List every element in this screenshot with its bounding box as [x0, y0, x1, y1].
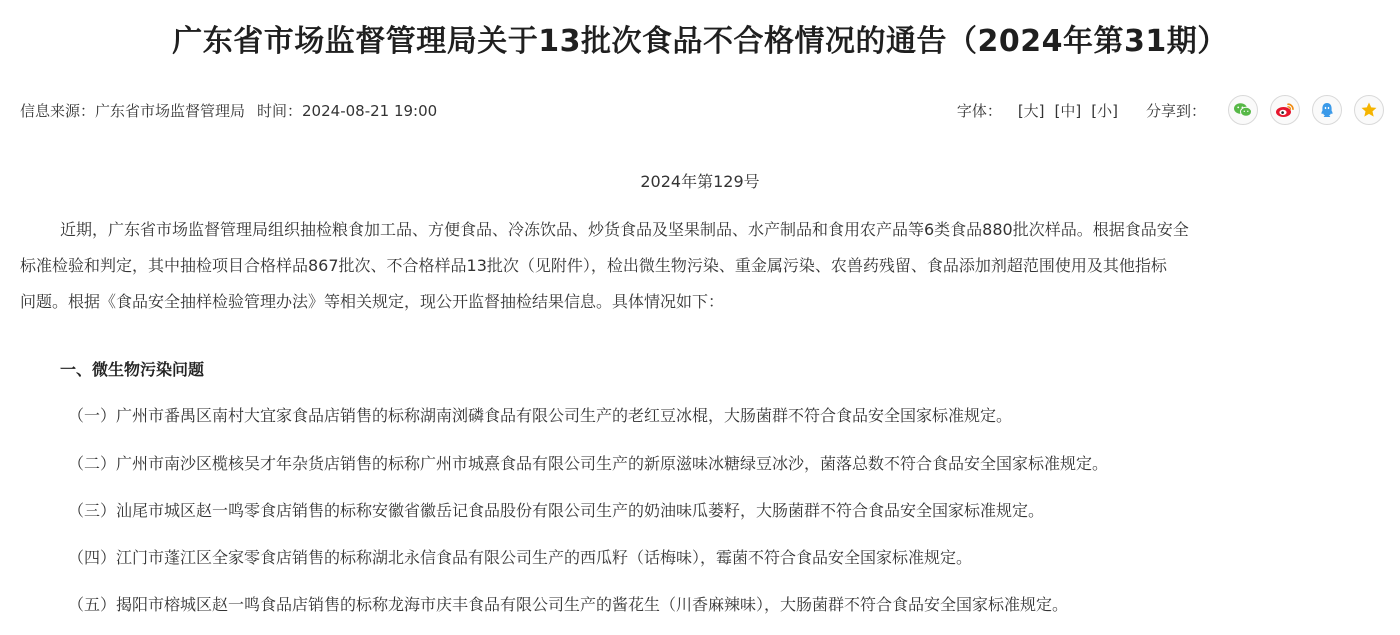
document-number: 2024年第129号 [640, 172, 760, 191]
share-weibo-button[interactable] [1270, 95, 1300, 125]
list-item: （四）江门市蓬江区全家零食店销售的标称湖北永信食品有限公司生产的西瓜籽（话梅味），霉菌不符合食品安全国家标准规定。 [68, 548, 973, 567]
intro-paragraph [20, 212, 1390, 320]
list-item: （五）揭阳市榕城区赵一鸣食品店销售的标称龙海市庆丰食品有限公司生产的酱花生（川香麻辣味），大肠菌群不符合食品安全国家标准规定。 [68, 595, 1069, 614]
intro-line: 问题。根据《食品安全抽样检验管理办法》等相关规定，现公开监督抽检结果信息。具体情况如下： [20, 292, 725, 311]
list-item: （二）广州市南沙区榄核吴才年杂货店销售的标称广州市城熹食品有限公司生产的新原滋味冰糖绿豆冰沙，菌落总数不符合食品安全国家标准规定。 [68, 454, 1109, 473]
source-label: 信息来源：广东省市场监督管理局 [20, 102, 246, 120]
publish-time: 时间：2024-08-21 19:00 [257, 102, 438, 120]
share-label: 分享到： [1145, 101, 1206, 120]
qq-icon [1318, 101, 1336, 119]
font-size-medium-button[interactable]: [中] [1054, 101, 1082, 120]
share-qq-button[interactable] [1312, 95, 1342, 125]
section-heading: 一、微生物污染问题 [60, 360, 205, 379]
page-title: 广东省市场监督管理局关于13批次食品不合格情况的通告（2024年第31期） [172, 24, 1228, 59]
favorite-icon [1360, 101, 1378, 119]
list-item: （一）广州市番禺区南村大宜家食品店销售的标称湖南浏磷食品有限公司生产的老红豆冰棍，大肠菌群不符合食品安全国家标准规定。 [68, 406, 1013, 425]
weibo-icon [1275, 101, 1295, 119]
intro-line: 标准检验和判定，其中抽检项目合格样品867批次、不合格样品13批次（见附件），检出微生物污染、重金属污染、农兽药残留、食品添加剂超范围使用及其他指标 [20, 256, 1167, 275]
font-size-small-button[interactable]: [小] [1091, 101, 1118, 120]
font-size-label: 字体： [956, 101, 1002, 120]
font-size-large-button[interactable]: [大] [1017, 101, 1045, 120]
share-favorite-button[interactable] [1354, 95, 1384, 125]
article-toolbar [957, 93, 1384, 127]
list-item: （三）汕尾市城区赵一鸣零食店销售的标称安徽省徽岳记食品股份有限公司生产的奶油味瓜蒌籽，大肠菌群不符合食品安全国家标准规定。 [68, 501, 1045, 520]
intro-line: 近期，广东省市场监督管理局组织抽检粮食加工品、方便食品、冷冻饮品、炒货食品及坚果制品、水产制品和食用农产品等6类食品880批次样品。根据食品安全 [60, 220, 1189, 239]
wechat-icon [1233, 102, 1253, 118]
article-meta [20, 100, 437, 122]
share-wechat-button[interactable] [1228, 95, 1258, 125]
